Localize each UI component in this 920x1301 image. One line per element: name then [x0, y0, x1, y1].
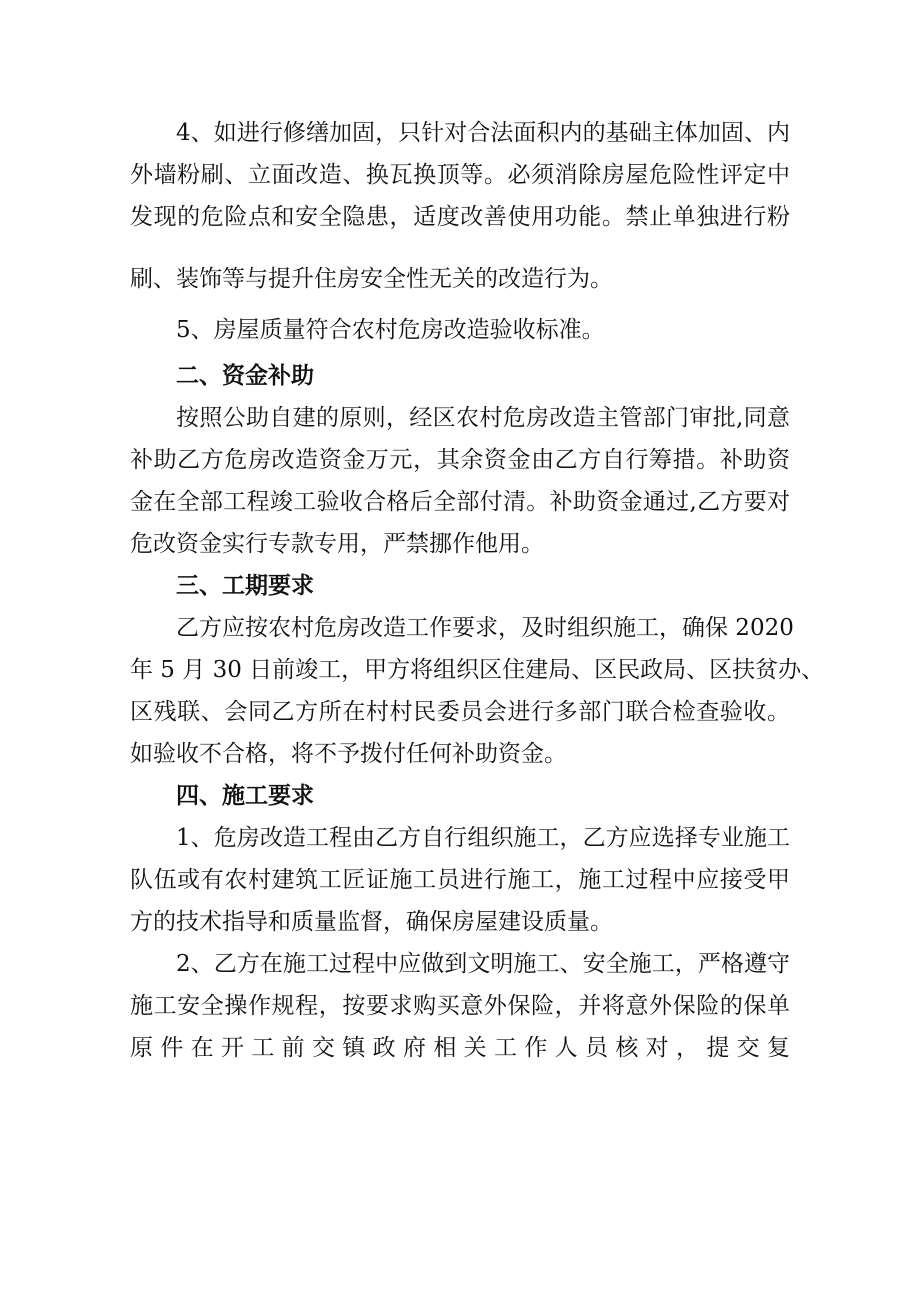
paragraph-line: 原件在开工前交镇政府相关工作人员核对，提交复 — [130, 1035, 790, 1061]
paragraph-line: 外墙粉刷、立面改造、换瓦换顶等。必须消除房屋危险性评定中 — [130, 162, 790, 188]
paragraph-line: 补助乙方危房改造资金万元，其余资金由乙方自行筹措。补助资 — [130, 447, 790, 473]
paragraph-line: 5、房屋质量符合农村危房改造验收标准。 — [176, 317, 605, 343]
paragraph-line: 按照公助自建的原则，经区农村危房改造主管部门审批,同意 — [176, 405, 790, 431]
paragraph-line: 乙方应按农村危房改造工作要求，及时组织施工，确保 2020 — [176, 615, 794, 641]
section-heading: 四、施工要求 — [176, 782, 314, 809]
paragraph-line: 危改资金实行专款专用，严禁挪作他用。 — [130, 531, 544, 557]
paragraph-line: 刷、装饰等与提升住房安全性无关的改造行为。 — [130, 266, 613, 292]
paragraph-line: 队伍或有农村建筑工匠证施工员进行施工，施工过程中应接受甲 — [130, 867, 790, 893]
paragraph-line: 方的技术指导和质量监督，确保房屋建设质量。 — [130, 909, 613, 935]
paragraph-line: 2、乙方在施工过程中应做到文明施工、安全施工，严格遵守 — [176, 951, 790, 977]
section-heading: 三、工期要求 — [176, 572, 314, 599]
paragraph-line: 4、如进行修缮加固，只针对合法面积内的基础主体加固、内 — [176, 120, 790, 146]
paragraph-line: 1、危房改造工程由乙方自行组织施工，乙方应选择专业施工 — [176, 825, 790, 851]
paragraph-line: 如验收不合格，将不予拨付任何补助资金。 — [130, 741, 567, 767]
paragraph-line: 施工安全操作规程，按要求购买意外保险，并将意外保险的保单 — [130, 993, 790, 1019]
paragraph-line: 区残联、会同乙方所在村村民委员会进行多部门联合检查验收。 — [130, 699, 790, 725]
paragraph-line: 金在全部工程竣工验收合格后全部付清。补助资金通过,乙方要对 — [130, 489, 790, 515]
section-heading: 二、资金补助 — [176, 362, 314, 389]
paragraph-line: 发现的危险点和安全隐患，适度改善使用功能。禁止单独进行粉 — [130, 204, 790, 230]
paragraph-line: 年 5 月 30 日前竣工，甲方将组织区住建局、区民政局、区扶贫办、 — [130, 657, 825, 683]
